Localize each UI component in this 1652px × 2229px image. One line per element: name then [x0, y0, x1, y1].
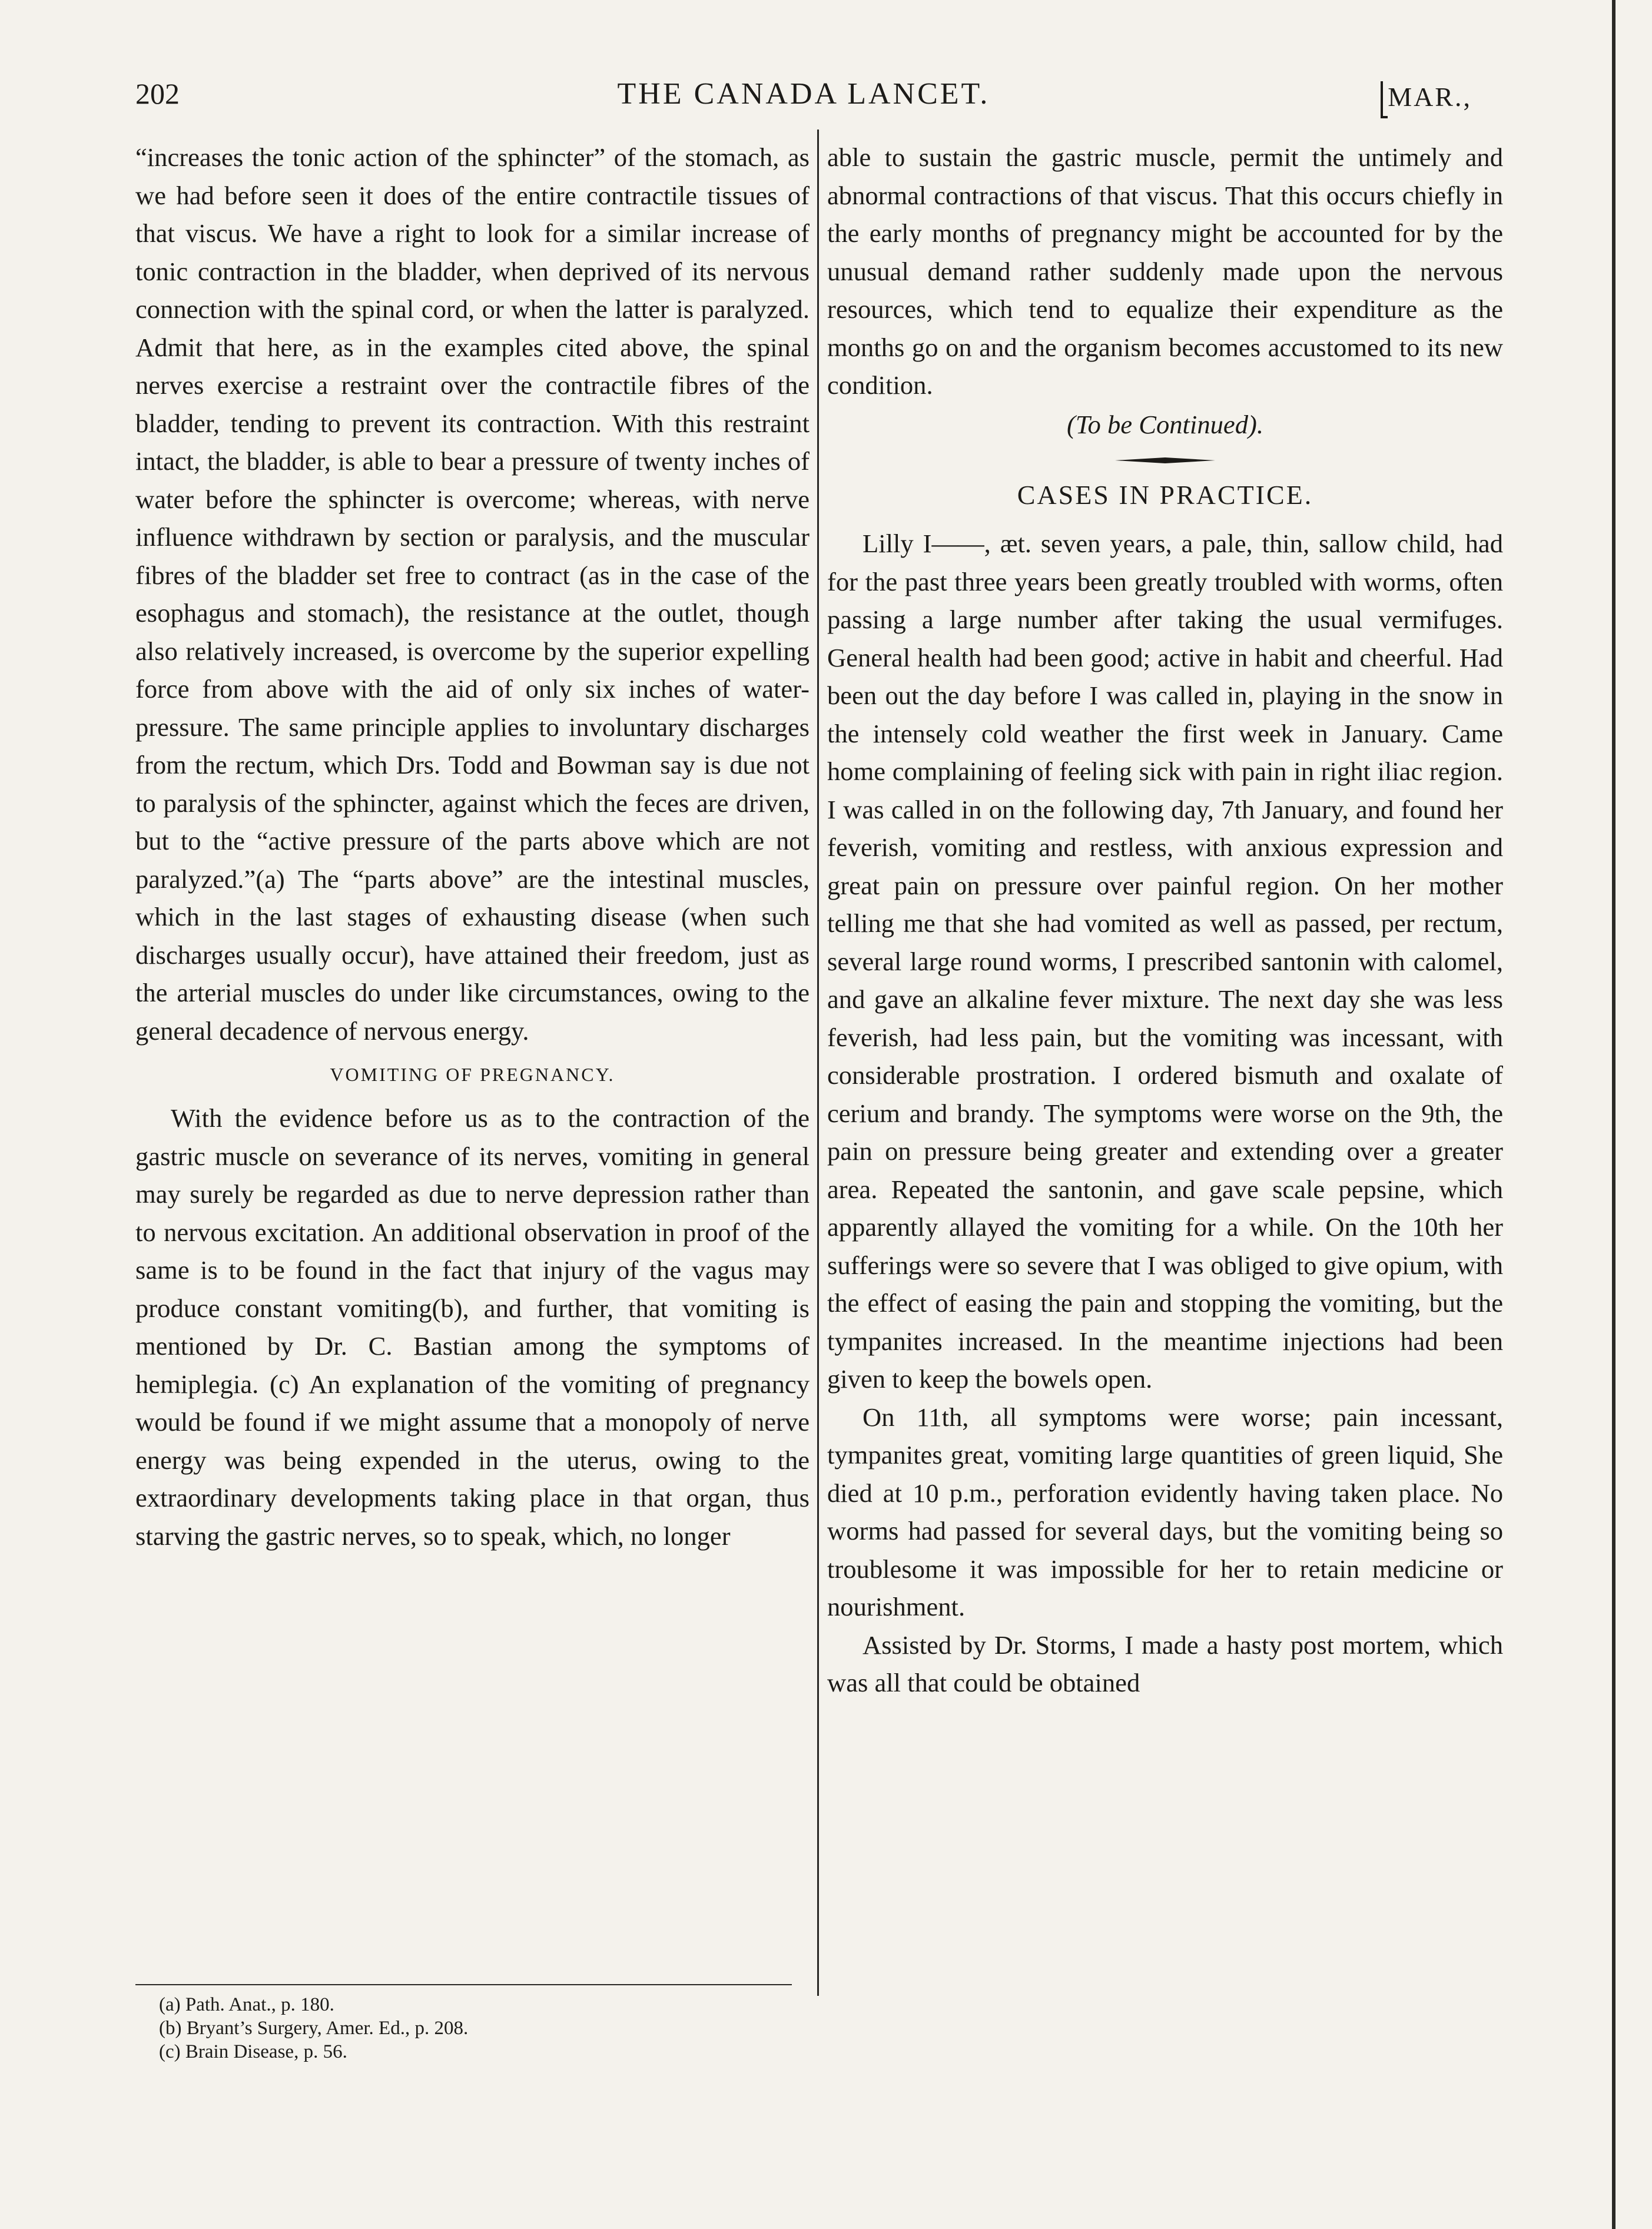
continued-note: (To be Continued). — [1066, 409, 1264, 439]
page-header — [135, 77, 1472, 130]
page-edge-rule — [1612, 0, 1615, 2229]
right-column — [827, 138, 1503, 2093]
page-number: 202 — [135, 77, 180, 110]
section-subheading: VOMITING OF PREGNANCY. — [330, 1064, 615, 1085]
footnote: (a) Path. Anat., p. 180. — [159, 1994, 334, 2015]
footnotes — [159, 1993, 795, 2064]
body-paragraph: Lilly I——, æt. seven years, a pale, thin, sallow child, had for the past three years been greatly troubled with worms, often passing a large number after taking the usual vermifuges. General health had been good; active in habit and cheerful. Had been out the day before I was called in, playing in the snow in the intensely cold weather the first week in January. Came home complaining of feeling sick with pain in right iliac region. I was called in on the following day, 7th January, and found her feverish, vomiting and restless, with anxious expression and great pain on pressure over painful region. On her mother telling me that she had vomited as well as passed, per rectum, several large round worms, I prescribed santonin with calomel, and gave an alkaline fever mixture. The next day she was less feverish, had less pain, but the vomiting was incessant, with considerable prostration. I ordered bismuth and oxalate of cerium and brandy. The symptoms were worse on the 9th, the pain on pressure being greater and extending over a greater area. Repeated the santonin, and gave scale pepsine, which apparently allayed the vomiting for a while. On the 10th her sufferings were so severe that I was obliged to give opium, with the effect of easing the pain and stopping the vomiting, but the tympanites increased. In the meantime injections had been given to keep the bowels open. — [827, 529, 1503, 1394]
left-column — [135, 138, 810, 1999]
body-paragraph: Assisted by Dr. Storms, I made a hasty post mortem, which was all that could be obtained — [827, 1630, 1503, 1697]
footnote: (c) Brain Disease, p. 56. — [159, 2041, 347, 2062]
body-paragraph: able to sustain the gastric muscle, permit the untimely and abnormal contractions of that viscus. That this occurs chiefly in the early months of pregnancy might be accounted for by the unusual demand rather suddenly made upon the nervous resources, which tend to equalize their expenditure as the months go on and the organism becomes accustomed to its new condition. — [827, 142, 1503, 400]
journal-title: THE CANADA LANCET. — [617, 77, 990, 111]
footnote: (b) Bryant’s Surgery, Amer. Ed., p. 208. — [159, 2018, 469, 2039]
ornament-rule — [1115, 455, 1215, 466]
body-paragraph: With the evidence before us as to the contraction of the gastric muscle on severance of its nerves, vomiting in general may surely be regarded as due to nerve depression rather than to nervous excitation. An additional observation in proof of the same is to be found in the fact that injury of the vagus may produce constant vomiting(b), and further, that vomiting is mentioned by Dr. C. Bastian among the symptoms of hemiplegia. (c) An explanation of the vomiting of pregnancy would be found if we might assume that a monopoly of nerve energy was being expended in the uterus, owing to the extraordinary developments taking place in that organ, thus starving the gastric nerves, so to speak, which, no longer — [135, 1103, 810, 1551]
column-divider — [817, 130, 819, 1996]
body-paragraph: “increases the tonic action of the sphincter” of the stomach, as we had before seen it does of the entire contractile tissues of that viscus. We have a right to look for a similar increase of tonic contraction in the bladder, when deprived of its nervous connection with the spinal cord, or when the latter is paralyzed. Admit that here, as in the examples cited above, the spinal nerves exercise a restraint over the contractile fibres of the bladder, tending to prevent its contraction. With this restraint intact, the bladder, is able to bear a pressure of twenty inches of water before the sphincter is overcome; whereas, with nerve influence withdrawn by section or paralysis, and the muscular fibres of the bladder set free to contract (as in the case of the esophagus and stomach), the resistance at the outlet, though also relatively increased, is overcome by the superior expelling force from above with the aid of only six inches of water-pressure. The same principle applies to involuntary discharges from the rectum, which Drs. Todd and Bowman say is due not to paralysis of the sphincter, against which the feces are driven, but to the “active pressure of the parts above which are not paralyzed.”(a) The “parts above” are the intestinal muscles, which in the last stages of exhausting disease (when such discharges usually occur), have attained their freedom, just as the arterial muscles do under like circumstances, owing to the general decadence of nervous energy. — [135, 142, 810, 1046]
footnote-rule — [135, 1984, 792, 1985]
body-paragraph: On 11th, all symptoms were worse; pain incessant, tympanites great, vomiting large quantities of green liquid, She died at 10 p.m., perforation evidently having taken place. No worms had passed for several days, but the vomiting being so troublesome it was impossible for her to retain medicine or nourishment. — [827, 1402, 1503, 1621]
section-title: CASES IN PRACTICE. — [1017, 480, 1313, 510]
issue-month: MAR., — [1388, 82, 1472, 112]
